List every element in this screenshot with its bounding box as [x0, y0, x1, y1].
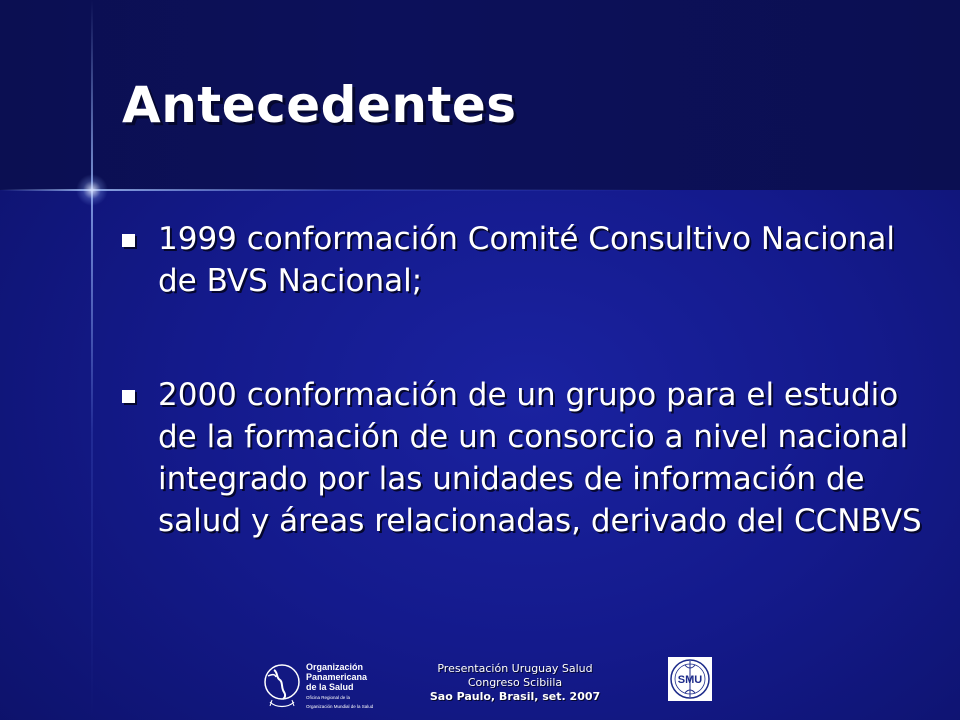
smu-logo-label: SMU: [677, 674, 703, 686]
light-flare-vertical: [91, 0, 93, 720]
globe-icon: [262, 662, 302, 710]
paho-name-line: de la Salud: [306, 682, 354, 692]
slide-footer: [0, 652, 960, 720]
paho-logo: [262, 660, 412, 716]
bullet-list: [122, 218, 922, 542]
square-bullet-icon: [122, 234, 135, 247]
bullet-item: [122, 374, 922, 542]
footer-line: Sao Paulo, Brasil, set. 2007: [429, 690, 601, 703]
paho-name-line: Organización: [306, 662, 364, 672]
footer-caption: [420, 662, 610, 704]
bullet-text: 2000 conformación de un grupo para el estudio de la formación de un consorcio a nivel nacional integrado por las unidades de información de salud y áreas relacionadas, derivado del CCNBVS: [158, 377, 922, 539]
footer-line: Presentación Uruguay Salud: [437, 662, 593, 675]
square-bullet-icon: [122, 390, 135, 403]
slide-title: Antecedentes: [122, 76, 517, 134]
paho-subtitle: Organización Mundial de la Salud: [306, 704, 374, 709]
paho-name-line: Panamericana: [306, 672, 368, 682]
paho-subtitle: Oficina Regional de la: [306, 695, 351, 700]
light-flare-center: [76, 174, 108, 206]
smu-logo: [668, 657, 712, 701]
bullet-text: 1999 conformación Comité Consultivo Nacional de BVS Nacional;: [158, 221, 895, 299]
footer-line: Congreso Scibiila: [467, 676, 563, 689]
light-flare-horizontal: [0, 189, 960, 191]
bullet-item: [122, 218, 922, 302]
